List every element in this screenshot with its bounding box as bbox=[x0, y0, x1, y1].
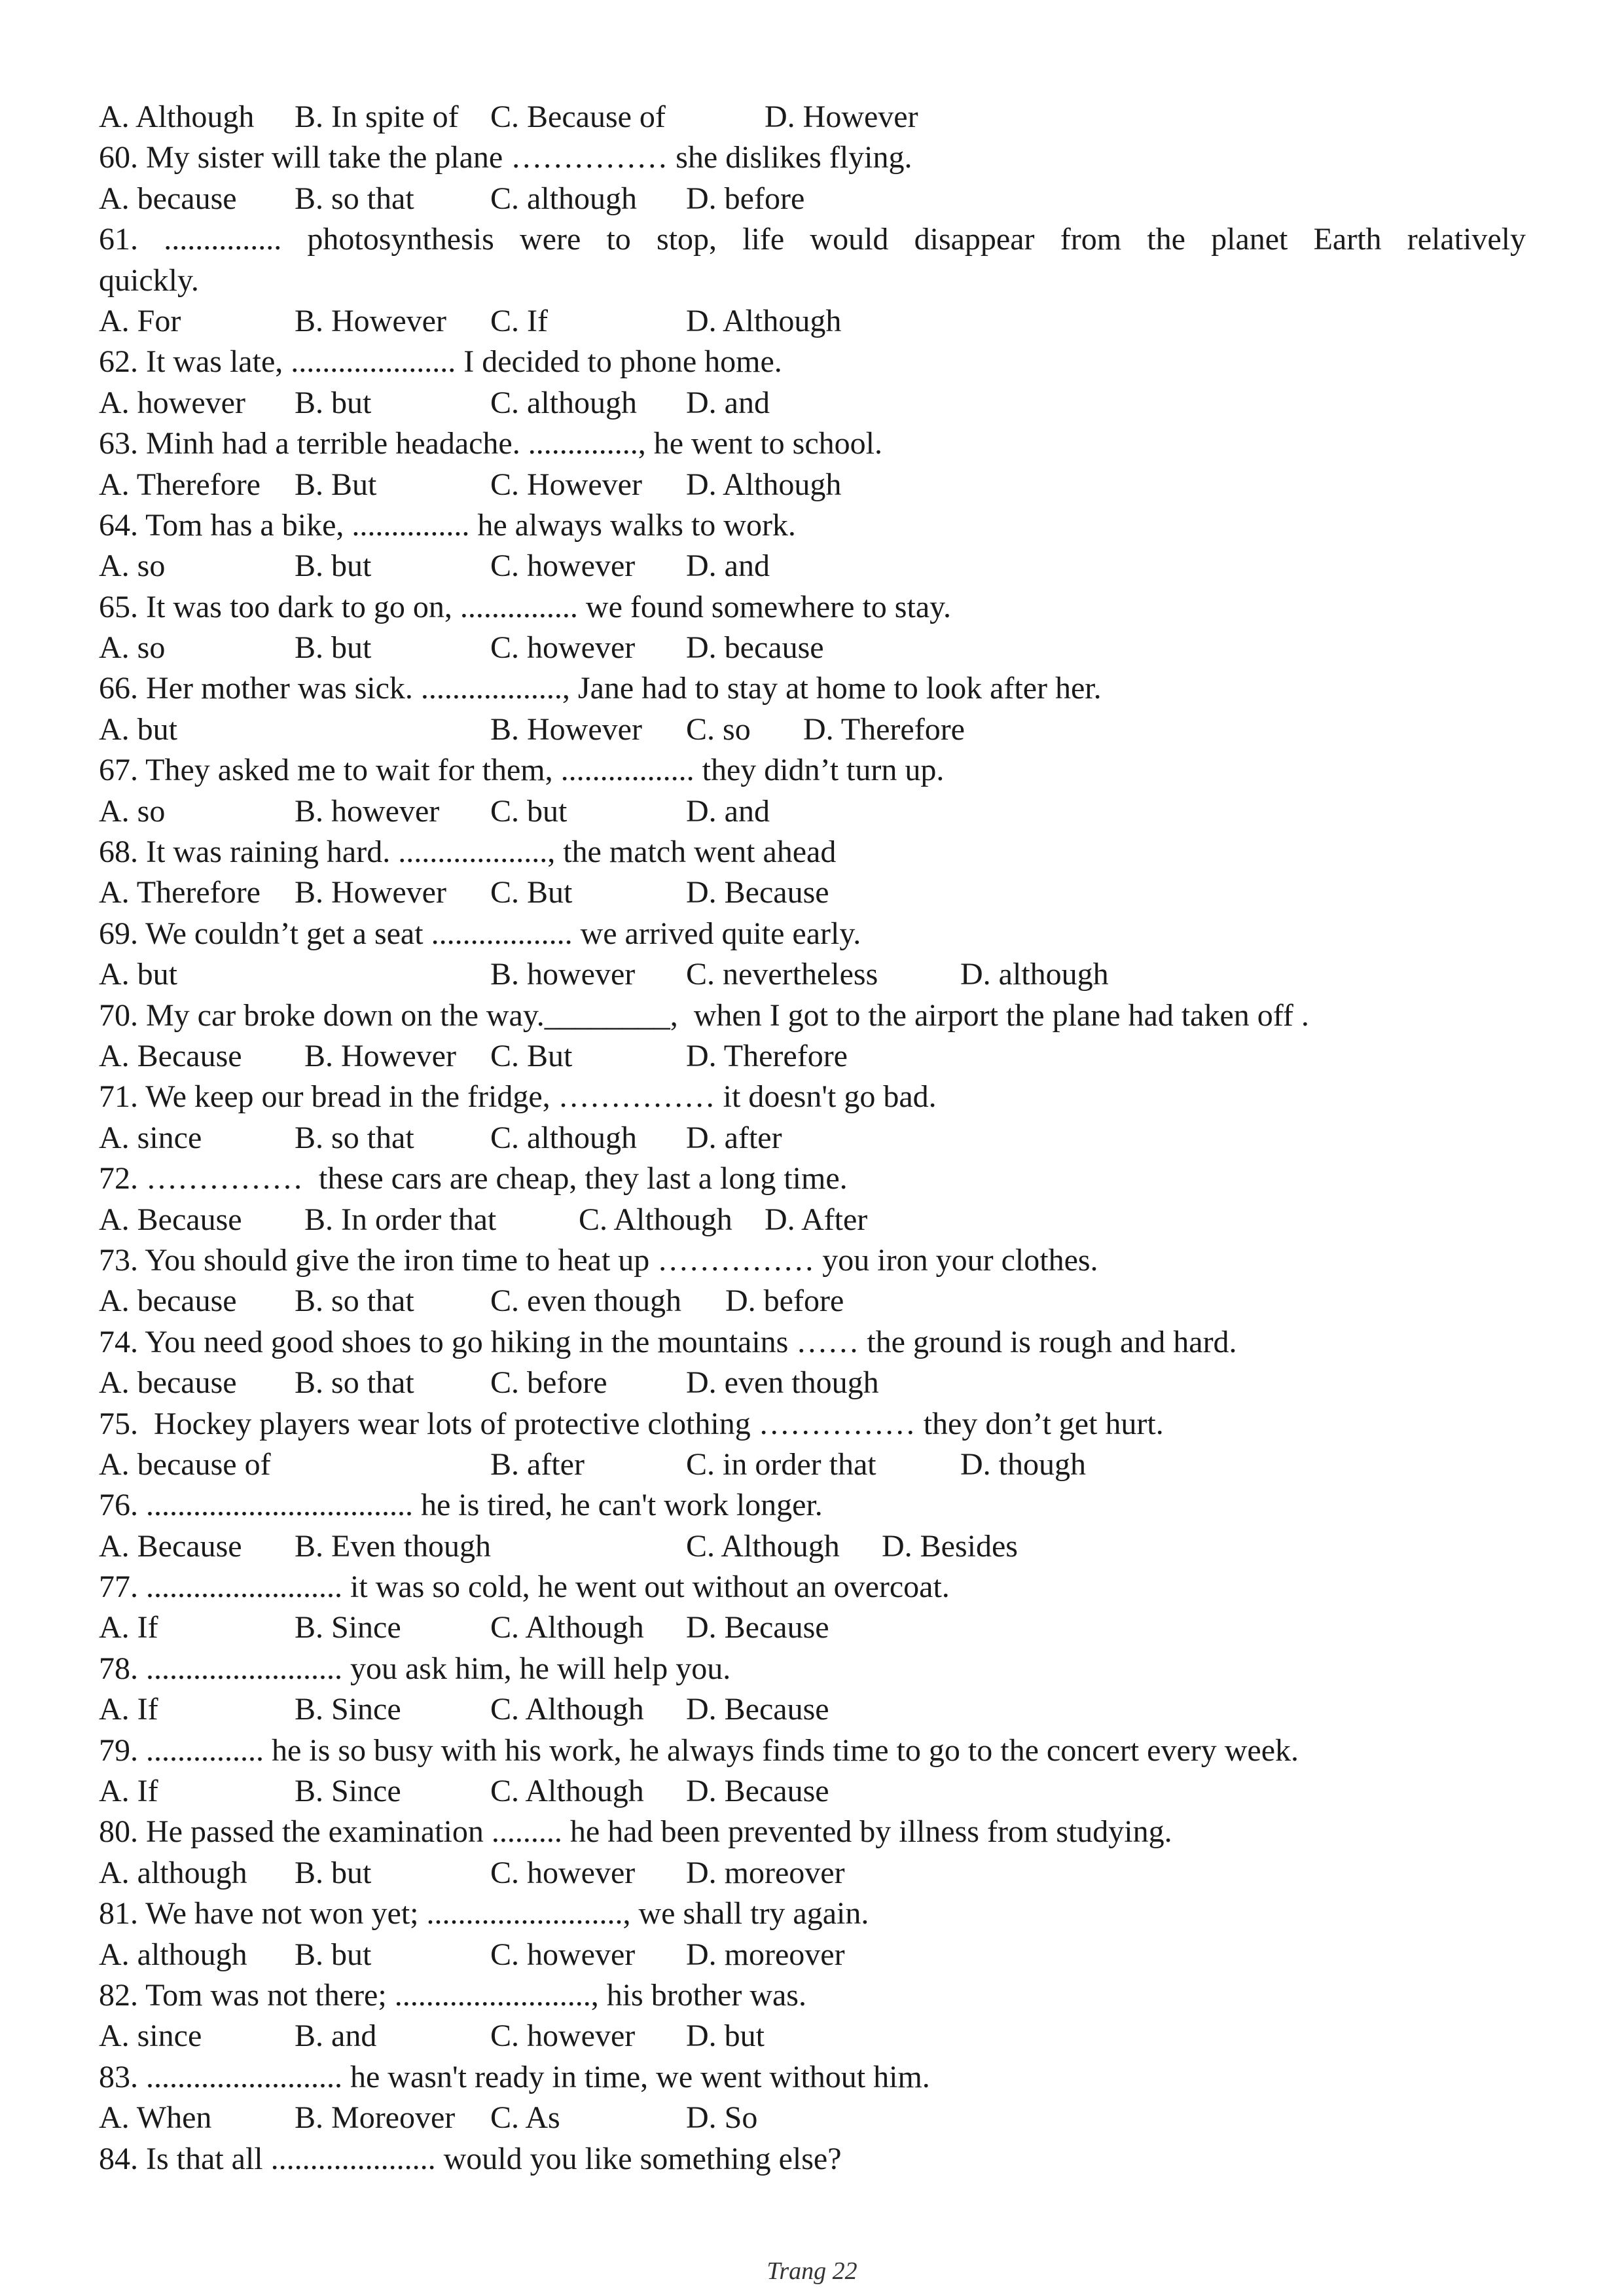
answer-option: C. Although bbox=[579, 1202, 732, 1237]
answer-option: D. So bbox=[686, 2100, 758, 2136]
answer-options bbox=[99, 465, 1526, 505]
answer-option: D. moreover bbox=[686, 1937, 845, 1972]
answer-option: C. Although bbox=[490, 1774, 644, 1809]
question-text: 62. It was late, ..................... I decided to phone home. bbox=[99, 344, 782, 380]
answer-option: D. and bbox=[686, 548, 770, 584]
answer-options bbox=[99, 1118, 1526, 1158]
answer-option: B. Even though bbox=[295, 1528, 491, 1564]
answer-option: B. after bbox=[490, 1446, 585, 1482]
answer-option: C. but bbox=[490, 793, 568, 829]
answer-option: C. so bbox=[686, 711, 751, 747]
answer-options bbox=[99, 1771, 1526, 1812]
answer-option: A. If bbox=[99, 1692, 158, 1727]
answer-option: B. but bbox=[295, 548, 372, 584]
question-text: 81. We have not won yet; ........................., we shall try again. bbox=[99, 1896, 869, 1931]
answer-option: B. Since bbox=[295, 1774, 401, 1809]
answer-option: A. however bbox=[99, 385, 245, 420]
answer-option: A. For bbox=[99, 303, 181, 338]
answer-option: A. When bbox=[99, 2100, 212, 2136]
answer-options bbox=[99, 954, 1526, 995]
answer-option: A. because bbox=[99, 1365, 237, 1401]
question-text: 67. They asked me to wait for them, ................. they didn’t turn up. bbox=[99, 753, 945, 788]
question-text: quickly. bbox=[99, 262, 199, 298]
answer-option: C. even though bbox=[490, 1283, 681, 1319]
answer-option: B. In order that bbox=[304, 1202, 497, 1237]
answer-option: C. Because of bbox=[490, 99, 666, 134]
question-text: 73. You should give the iron time to heat up …………… you iron your clothes. bbox=[99, 1242, 1098, 1278]
answer-option: C. however bbox=[490, 1937, 636, 1972]
answer-option: D. Because bbox=[686, 1610, 829, 1645]
answer-option: C. Although bbox=[490, 1692, 644, 1727]
answer-option: C. Although bbox=[686, 1528, 840, 1564]
question-text: 79. ............... he is so busy with his work, he always finds time to go to the concert every week. bbox=[99, 1732, 1299, 1768]
question-text: 80. He passed the examination ......... he had been prevented by illness from studying. bbox=[99, 1814, 1172, 1850]
answer-option: D. and bbox=[686, 385, 770, 420]
answer-option: B. however bbox=[295, 793, 440, 829]
answer-option: B. and bbox=[295, 2018, 377, 2054]
question-text: 74. You need good shoes to go hiking in the mountains …… the ground is rough and hard. bbox=[99, 1324, 1237, 1359]
answer-option: D. before bbox=[686, 181, 805, 216]
answer-options bbox=[99, 1200, 1526, 1240]
answer-option: B. but bbox=[295, 1937, 372, 1972]
answer-option: B. But bbox=[295, 467, 377, 502]
question-text: 64. Tom has a bike, ............... he always walks to work. bbox=[99, 507, 796, 543]
answer-option: A. because of bbox=[99, 1446, 271, 1482]
answer-option: A. Because bbox=[99, 1528, 242, 1564]
answer-option: B. However bbox=[304, 1038, 456, 1073]
answer-option: B. Since bbox=[295, 1610, 401, 1645]
question-text: 70. My car broke down on the way.________, when I got to the airport the plane had taken off . bbox=[99, 997, 1309, 1033]
answer-option: C. before bbox=[490, 1365, 607, 1401]
answer-option: A. so bbox=[99, 548, 166, 584]
answer-option: A. If bbox=[99, 1774, 158, 1809]
question-text: 68. It was raining hard. ..................., the match went ahead bbox=[99, 834, 837, 870]
answer-option: D. Although bbox=[686, 303, 842, 338]
answer-option: A. since bbox=[99, 2018, 202, 2054]
answer-options bbox=[99, 872, 1526, 913]
answer-option: D. moreover bbox=[686, 1855, 845, 1890]
answer-options bbox=[99, 383, 1526, 423]
answer-options bbox=[99, 97, 1526, 137]
answer-option: A. since bbox=[99, 1120, 202, 1155]
answer-options bbox=[99, 1689, 1526, 1730]
question-text: 75. Hockey players wear lots of protective clothing …………… they don’t get hurt. bbox=[99, 1406, 1164, 1441]
question-text: 72. …………… these cars are cheap, they last a long time. bbox=[99, 1161, 848, 1196]
question-text: 60. My sister will take the plane …………… she dislikes flying. bbox=[99, 140, 912, 175]
answer-option: A. Although bbox=[99, 99, 255, 134]
answer-options bbox=[99, 1036, 1526, 1077]
answer-options bbox=[99, 546, 1526, 586]
answer-options bbox=[99, 1853, 1526, 1893]
answer-option: D. Because bbox=[686, 875, 829, 910]
question-text: 78. ......................... you ask him, he will help you. bbox=[99, 1651, 731, 1686]
answer-option: D. Because bbox=[686, 1774, 829, 1809]
answer-option: D. After bbox=[765, 1202, 868, 1237]
answer-options bbox=[99, 1526, 1526, 1567]
answer-option: B. However bbox=[490, 711, 642, 747]
answer-option: C. Although bbox=[490, 1610, 644, 1645]
question-text: 76. .................................. he is tired, he can't work longer. bbox=[99, 1488, 823, 1523]
answer-option: D. before bbox=[725, 1283, 844, 1319]
answer-option: A. Because bbox=[99, 1202, 242, 1237]
answer-option: D. However bbox=[765, 99, 918, 134]
answer-option: D. because bbox=[686, 630, 824, 666]
question-text: 65. It was too dark to go on, ............... we found somewhere to stay. bbox=[99, 589, 951, 624]
answer-option: B. but bbox=[295, 1855, 372, 1890]
answer-option: C. although bbox=[490, 1120, 637, 1155]
answer-options bbox=[99, 1363, 1526, 1403]
answer-option: D. Therefore bbox=[686, 1038, 848, 1073]
answer-option: B. However bbox=[295, 303, 446, 338]
question-text: 77. ......................... it was so cold, he went out without an overcoat. bbox=[99, 1570, 950, 1605]
question-text: 84. Is that all ..................... would you like something else? bbox=[99, 2141, 842, 2176]
answer-option: C. however bbox=[490, 630, 636, 666]
answer-option: A. but bbox=[99, 711, 177, 747]
answer-option: B. In spite of bbox=[295, 99, 459, 134]
question-text: 82. Tom was not there; ........................., his brother was. bbox=[99, 1977, 806, 2013]
answer-option: D. Although bbox=[686, 467, 842, 502]
answer-option: C. although bbox=[490, 385, 637, 420]
answer-option: A. Because bbox=[99, 1038, 242, 1073]
answer-option: A. If bbox=[99, 1610, 158, 1645]
answer-option: C. although bbox=[490, 181, 637, 216]
question-text: 71. We keep our bread in the fridge, …………… it doesn't go bad. bbox=[99, 1079, 937, 1115]
question-text: 61. ............... photosynthesis were to stop, life would disappear from the planet Earth relatively bbox=[99, 222, 1526, 257]
answer-option: D. although bbox=[960, 957, 1109, 992]
answer-option: A. but bbox=[99, 957, 177, 992]
answer-option: C. however bbox=[490, 1855, 636, 1890]
answer-option: D. after bbox=[686, 1120, 782, 1155]
answer-options bbox=[99, 1281, 1526, 1321]
answer-option: C. As bbox=[490, 2100, 560, 2136]
answer-options bbox=[99, 1935, 1526, 1975]
answer-option: B. Since bbox=[295, 1692, 401, 1727]
answer-option: C. however bbox=[490, 2018, 636, 2054]
answer-options bbox=[99, 2016, 1526, 2056]
answer-option: A. Therefore bbox=[99, 875, 261, 910]
answer-options bbox=[99, 1607, 1526, 1648]
answer-option: D. Therefore bbox=[803, 711, 965, 747]
answer-option: D. Besides bbox=[882, 1528, 1018, 1564]
answer-option: B. Moreover bbox=[295, 2100, 456, 2136]
answer-option: B. However bbox=[295, 875, 446, 910]
answer-options bbox=[99, 1444, 1526, 1485]
answer-option: C. nevertheless bbox=[686, 957, 878, 992]
question-text: 69. We couldn’t get a seat .................. we arrived quite early. bbox=[99, 916, 861, 951]
answer-option: A. so bbox=[99, 793, 166, 829]
answer-option: B. but bbox=[295, 630, 372, 666]
question-text: 66. Her mother was sick. .................., Jane had to stay at home to look after her. bbox=[99, 671, 1102, 706]
answer-options bbox=[99, 628, 1526, 668]
answer-option: D. though bbox=[960, 1446, 1086, 1482]
answer-option: A. because bbox=[99, 1283, 237, 1319]
answer-option: C. If bbox=[490, 303, 548, 338]
answer-option: D. and bbox=[686, 793, 770, 829]
answer-option: C. But bbox=[490, 1038, 573, 1073]
answer-options bbox=[99, 179, 1526, 219]
answer-option: C. in order that bbox=[686, 1446, 876, 1482]
exercise-text bbox=[99, 97, 1526, 2179]
answer-option: B. so that bbox=[295, 181, 414, 216]
answer-option: B. so that bbox=[295, 1365, 414, 1401]
answer-option: C. however bbox=[490, 548, 636, 584]
answer-option: A. Therefore bbox=[99, 467, 261, 502]
answer-option: D. but bbox=[686, 2018, 765, 2054]
answer-options bbox=[99, 791, 1526, 832]
answer-options bbox=[99, 709, 1526, 750]
question-text: 83. ......................... he wasn't ready in time, we went without him. bbox=[99, 2059, 930, 2094]
page-footer: Trang 22 bbox=[767, 2257, 857, 2285]
answer-option: A. although bbox=[99, 1855, 247, 1890]
answer-option: B. but bbox=[295, 385, 372, 420]
answer-option: C. But bbox=[490, 875, 573, 910]
answer-option: A. so bbox=[99, 630, 166, 666]
answer-option: C. However bbox=[490, 467, 642, 502]
answer-option: D. even though bbox=[686, 1365, 879, 1401]
answer-options bbox=[99, 301, 1526, 342]
answer-option: D. Because bbox=[686, 1692, 829, 1727]
answer-options bbox=[99, 2098, 1526, 2138]
question-text: 63. Minh had a terrible headache. .............., he went to school. bbox=[99, 426, 882, 461]
answer-option: B. however bbox=[490, 957, 636, 992]
answer-option: A. although bbox=[99, 1937, 247, 1972]
answer-option: A. because bbox=[99, 181, 237, 216]
answer-option: B. so that bbox=[295, 1120, 414, 1155]
answer-option: B. so that bbox=[295, 1283, 414, 1319]
